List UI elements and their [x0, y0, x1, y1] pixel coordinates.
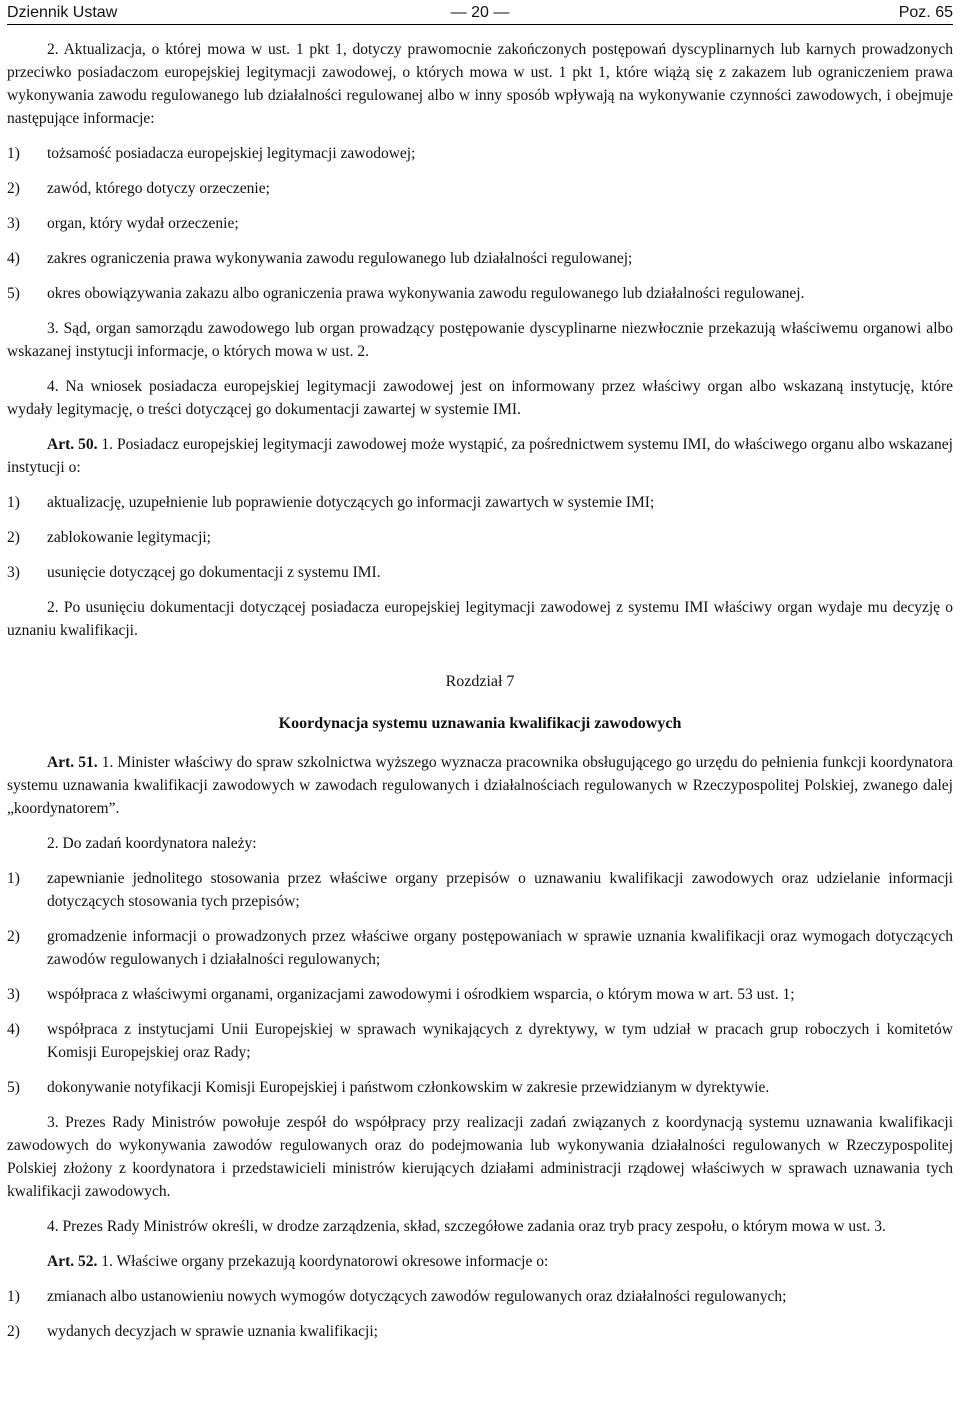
article-50-ust-2: 2. Po usunięciu dokumentacji dotyczącej posiadacza europejskiej legitymacji zawodowej z systemu IMI właściwy organ wydaje mu decyzję o uznaniu kwalifikacji.: [7, 599, 953, 639]
list-item: 2) gromadzenie informacji o prowadzonych przez właściwe organy postępowaniach w sprawie uznania kwalifikacji oraz wymogach dotyczących zawodów regulowanych i działalności regulowanych;: [7, 928, 953, 968]
article-51-ust-2: 2. Do zadań koordynatora należy:: [47, 835, 257, 852]
page-header: [7, 0, 953, 25]
paragraph-ust-2: 2. Aktualizacja, o której mowa w ust. 1 pkt 1, dotyczy prawomocnie zakończonych postępowań dyscyplinarnych lub karnych prowadzonych przeciwko posiadaczom europejskiej legitymacji zawodowej, o których mowa w ust. 1 pkt 1, które wiążą się z zakazem lub ograniczeniem prawa wykonywania zawodu regulowanego lub działalności regulowanej albo w inny sposób wpływają na wykonywanie czynności zawodowych, i obejmuje następujące informacje:: [7, 41, 953, 127]
article-51: Art. 51. 1. Minister właściwy do spraw szkolnictwa wyższego wyznacza pracownika obsługującego go urzędu do pełnienia funkcji koordynatora systemu uznawania kwalifikacji zawodowych w zawodach regulowanych i działalnościach regulowanych w Rzeczypospolitej Polskiej, zwanego dalej „koordynatorem”.: [7, 754, 953, 817]
periodic-info-list: [7, 1285, 953, 1343]
article-51-ust-3: 3. Prezes Rady Ministrów powołuje zespół do współpracy przy realizacji zadań związanych z koordynacją systemu uznawania kwalifikacji zawodowych do wykonywania zawodów regulowanych oraz do podejmowania lub wykonywania działalności regulowanych w Rzeczypospolitej Polskiej złożony z koordynatora i przedstawicieli ministrów kierujących działami administracji rządowej właściwych w sprawach uznawania tych kwalifikacji zawodowych.: [7, 1114, 953, 1200]
list-item: 2) zablokowanie legitymacji;: [7, 529, 211, 546]
article-label: Art. 51.: [47, 754, 98, 771]
article-52: Art. 52. 1. Właściwe organy przekazują koordynatorowi okresowe informacje o:: [47, 1253, 549, 1270]
article-label: Art. 50.: [47, 436, 98, 453]
list-item: 5) okres obowiązywania zakazu albo ograniczenia prawa wykonywania zawodu regulowanego lub działalności regulowanej.: [7, 285, 805, 302]
list-item: 1) tożsamość posiadacza europejskiej legitymacji zawodowej;: [7, 145, 416, 162]
article-label: Art. 52.: [47, 1253, 98, 1270]
list-item: 3) współpraca z właściwymi organami, organizacjami zawodowymi i ośrodkiem wsparcia, o którym mowa w art. 53 ust. 1;: [7, 986, 795, 1003]
position-number: Poz. 65: [898, 4, 953, 21]
coordinator-tasks-list: [7, 867, 953, 1099]
document-body: [7, 38, 953, 1343]
list-item: 2) zawód, którego dotyczy orzeczenie;: [7, 180, 270, 197]
list-item: 4) współpraca z instytucjami Unii Europejskiej w sprawach wynikających z dyrektywy, w tym udział w pracach grup roboczych i komitetów Komisji Europejskiej oraz Rady;: [7, 1021, 953, 1061]
chapter-title: Koordynacja systemu uznawania kwalifikacji zawodowych: [278, 715, 682, 732]
paragraph-ust-4: 4. Na wniosek posiadacza europejskiej legitymacji zawodowej jest on informowany przez właściwy organ albo wskazaną instytucję, które wydały legitymację, o treści dotyczącej go dokumentacji zawartej w systemie IMI.: [7, 378, 953, 418]
list-item: 1) zapewnianie jednolitego stosowania przez właściwe organy przepisów o uznawaniu kwalifikacji zawodowych oraz udzielanie informacji dotyczących stosowania tych przepisów;: [7, 870, 953, 910]
request-list: [7, 491, 953, 584]
article-50: Art. 50. 1. Posiadacz europejskiej legitymacji zawodowej może wystąpić, za pośrednictwem systemu IMI, do właściwego organu albo wskazanej instytucji o:: [7, 436, 953, 476]
list-item: 1) aktualizację, uzupełnienie lub poprawienie dotyczących go informacji zawartych w systemie IMI;: [7, 494, 655, 511]
info-list: [7, 142, 953, 305]
list-item: 1) zmianach albo ustanowieniu nowych wymogów dotyczących zawodów regulowanych oraz działalności regulowanych;: [7, 1288, 787, 1305]
list-item: 2) wydanych decyzjach w sprawie uznania kwalifikacji;: [7, 1323, 378, 1340]
list-item: 3) organ, który wydał orzeczenie;: [7, 215, 239, 232]
journal-name: Dziennik Ustaw: [7, 4, 118, 21]
list-item: 5) dokonywanie notyfikacji Komisji Europejskiej i państwom członkowskim w zakresie przewidzianym w dyrektywie.: [7, 1079, 770, 1096]
article-51-ust-4: 4. Prezes Rady Ministrów określi, w drodze zarządzenia, skład, szczegółowe zadania oraz tryb pracy zespołu, o którym mowa w ust. 3.: [47, 1218, 886, 1235]
page-number: — 20 —: [450, 4, 510, 21]
paragraph-ust-3: 3. Sąd, organ samorządu zawodowego lub organ prowadzący postępowanie dyscyplinarne niezwłocznie przekazują właściwemu organowi albo wskazanej instytucji informacje, o których mowa w ust. 2.: [7, 320, 953, 360]
list-item: 4) zakres ograniczenia prawa wykonywania zawodu regulowanego lub działalności regulowanej;: [7, 250, 633, 267]
list-item: 3) usunięcie dotyczącej go dokumentacji z systemu IMI.: [7, 564, 381, 581]
chapter-number: Rozdział 7: [445, 673, 515, 690]
